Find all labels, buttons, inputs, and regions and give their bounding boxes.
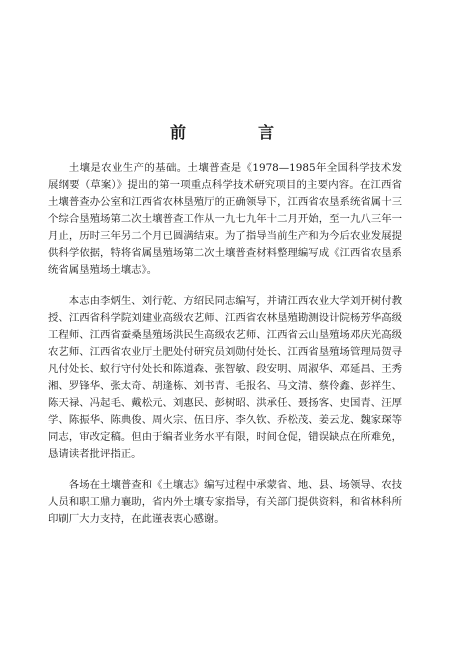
paragraph-3: 各场在土壤普查和《土壤志》编写过程中承蒙省、地、县、场领导、农技人员和职工鼎力襄助，省内外土壤专家指导，有关部门提供资料，和省林科所印刷厂大力支持，在此谨表衷心感谢。 bbox=[48, 479, 402, 525]
paragraph-1: 土壤是农业生产的基础。土壤普查是《1978—1985年全国科学技术发展纲要（草案）》提出的第一项重点科学技术研究项目的主要内容。在江西省土壤普查办公室和江西省农林垦殖厅的正确领导下，江西省农垦系统省属十三个综合垦殖场第二次土壤普查工作从一九七九年十二月开始，至一九八三年一月止，历时三年另二个月已圆满结束。为了指导当前生产和为今后农业发展提供科学依据，特将省属垦殖场第二次土壤普查材料整理编写成《江西省农垦系统省属垦殖场土壤志》。 bbox=[48, 162, 402, 276]
foreword-body bbox=[48, 160, 402, 542]
page-title: 前 言 bbox=[169, 123, 280, 142]
paragraph-2: 本志由李炳生、刘行乾、方绍民同志编写，并请江西农业大学刘开树付教授、江西省科学院刘建业高级农艺师、江西省农林垦殖勘测设计院杨芳华高级工程师、江西省蚕桑垦殖场洪民生高级农艺师、江西省云山垦殖场邓庆光高级农艺师、江西省农业厅土肥处付研究员刘勋付处长、江西省垦殖场管理局贺寻凡付处长、蚁行守付处长和陈道森、张智敏、段安明、周淑华、邓延昌、王秀湘、罗锋华、张太奇、胡逢栋、刘书青、毛报名、马文清、蔡伶鑫、彭祥生、陈天禄、冯起毛、戴松元、刘惠民、彭树昭、洪承任、聂扬客、史国青、汪厚学、陈振华、陈典俊、周火宗、伍日序、李久钦、乔松茂、姜云龙、魏家琛等同志，审改定稿。但由于编者业务水平有限，时间仓促，错误缺点在所难免，恳请读者批评指正。 bbox=[48, 295, 402, 460]
